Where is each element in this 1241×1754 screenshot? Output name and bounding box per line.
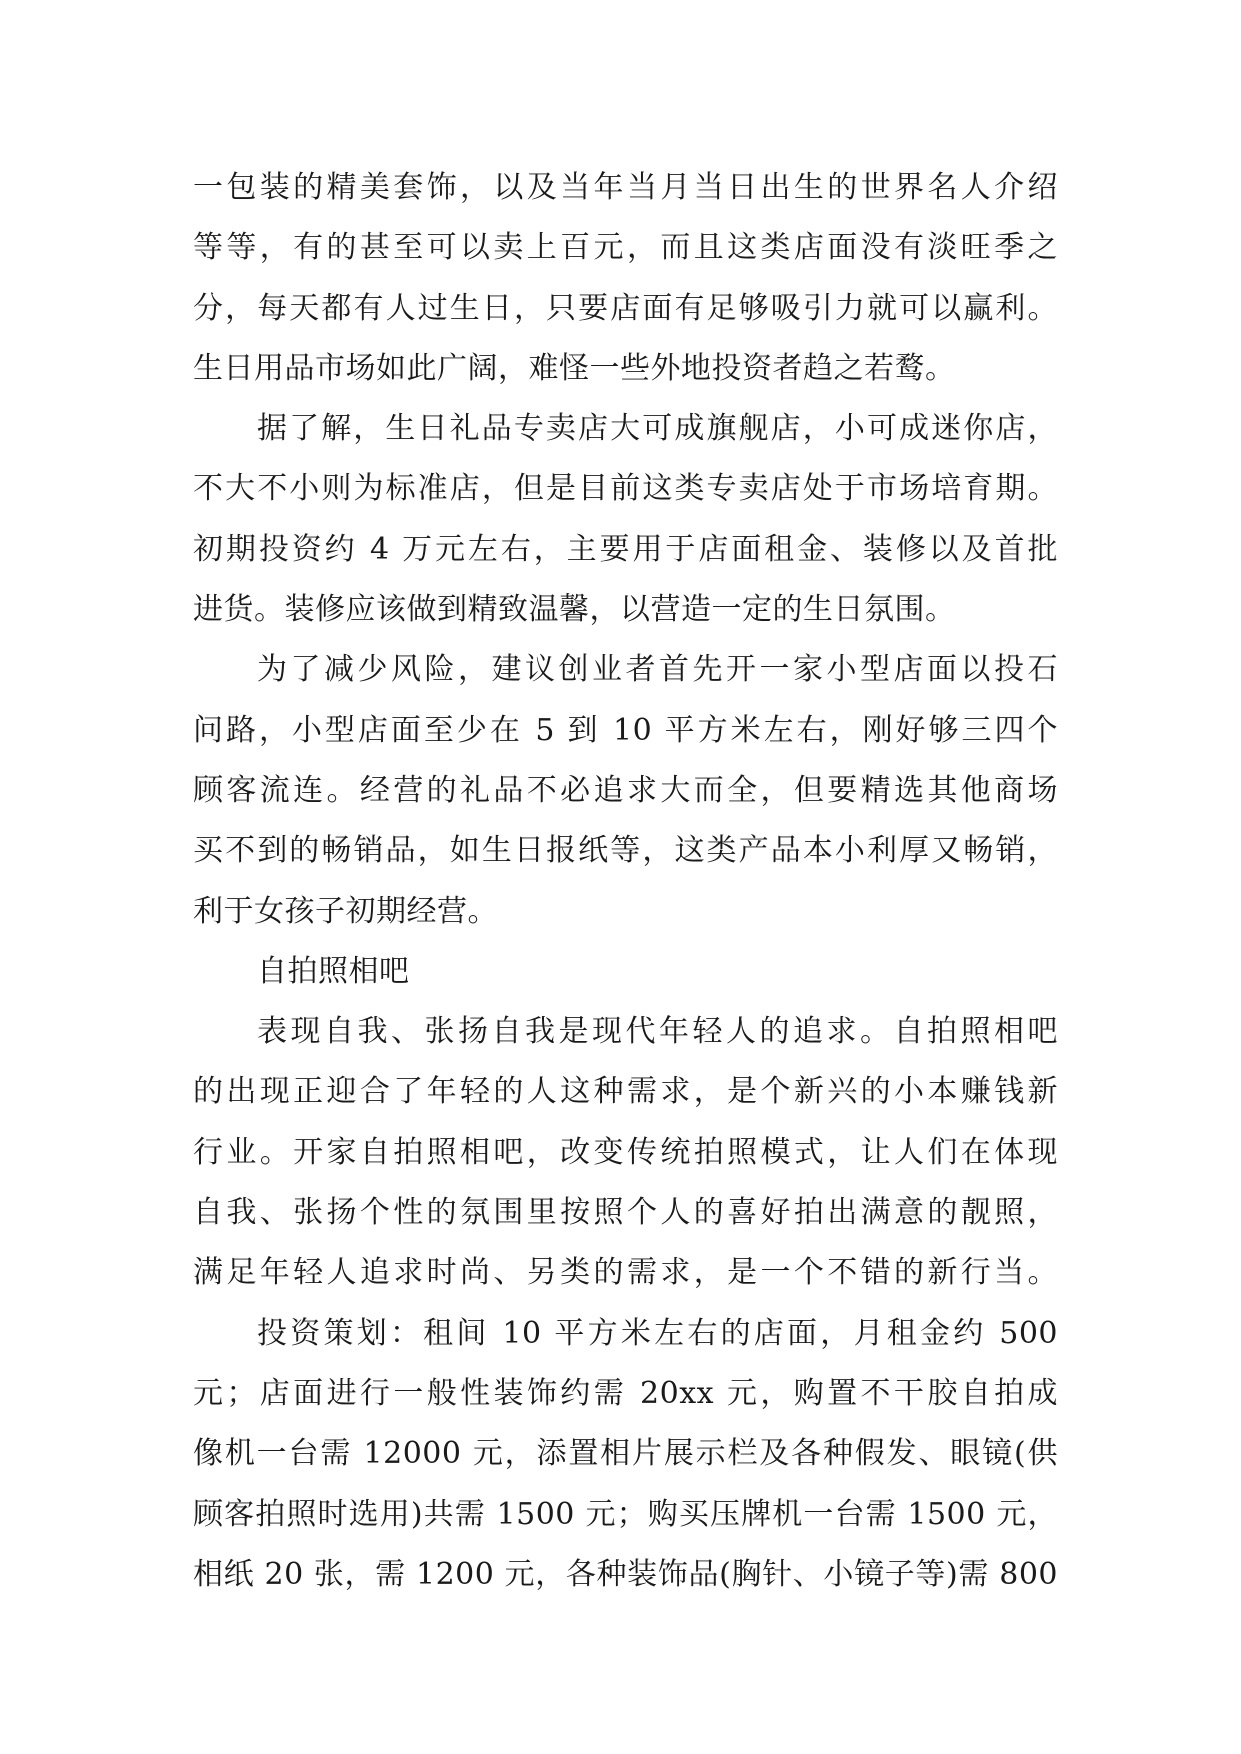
text-line: 投资策划：租间 10 平方米左右的店面，月租金约 500 — [257, 1315, 1058, 1351]
text-line: 相纸 20 张，需 1200 元，各种装饰品(胸针、小镜子等)需 800 — [193, 1556, 1058, 1592]
text-line: 利于女孩子初期经营。 — [193, 893, 498, 929]
text-line: 自拍照相吧 — [257, 953, 410, 989]
text-line: 自我、张扬个性的氛围里按照个人的喜好拍出满意的靓照， — [193, 1195, 1058, 1231]
text-line: 元；店面进行一般性装饰约需 20xx 元，购置不干胶自拍成 — [193, 1375, 1058, 1411]
text-line: 顾客流连。经营的礼品不必追求大而全，但要精选其他商场 — [193, 772, 1058, 808]
text-line: 像机一台需 12000 元，添置相片展示栏及各种假发、眼镜(供 — [193, 1436, 1058, 1472]
text-line: 买不到的畅销品，如生日报纸等，这类产品本小利厚又畅销， — [193, 833, 1058, 869]
text-line: 一包装的精美套饰，以及当年当月当日出生的世界名人介绍 — [193, 170, 1058, 205]
text-line: 为了减少风险，建议创业者首先开一家小型店面以投石 — [257, 652, 1058, 688]
text-line: 据了解，生日礼品专卖店大可成旗舰店，小可成迷你店， — [257, 411, 1058, 447]
body-text — [193, 158, 1058, 1605]
text-line: 等等，有的甚至可以卖上百元，而且这类店面没有淡旺季之 — [193, 230, 1058, 266]
text-line: 不大不小则为标准店，但是目前这类专卖店处于市场培育期。 — [193, 471, 1058, 507]
text-line: 表现自我、张扬自我是现代年轻人的追求。自拍照相吧 — [257, 1014, 1058, 1050]
text-line: 行业。开家自拍照相吧，改变传统拍照模式，让人们在体现 — [193, 1134, 1058, 1170]
text-line: 问路，小型店面至少在 5 到 10 平方米左右，刚好够三四个 — [193, 712, 1058, 748]
text-line: 满足年轻人追求时尚、另类的需求，是一个不错的新行当。 — [193, 1255, 1058, 1291]
text-line: 进货。装修应该做到精致温馨，以营造一定的生日氛围。 — [193, 592, 956, 628]
text-line: 分，每天都有人过生日，只要店面有足够吸引力就可以赢利。 — [193, 290, 1058, 326]
text-line: 的出现正迎合了年轻的人这种需求，是个新兴的小本赚钱新 — [193, 1074, 1058, 1110]
text-line: 初期投资约 4 万元左右，主要用于店面租金、装修以及首批 — [193, 531, 1058, 567]
text-line: 顾客拍照时选用)共需 1500 元；购买压牌机一台需 1500 元， — [193, 1496, 1058, 1532]
text-line: 生日用品市场如此广阔，难怪一些外地投资者趋之若鹜。 — [193, 350, 956, 386]
